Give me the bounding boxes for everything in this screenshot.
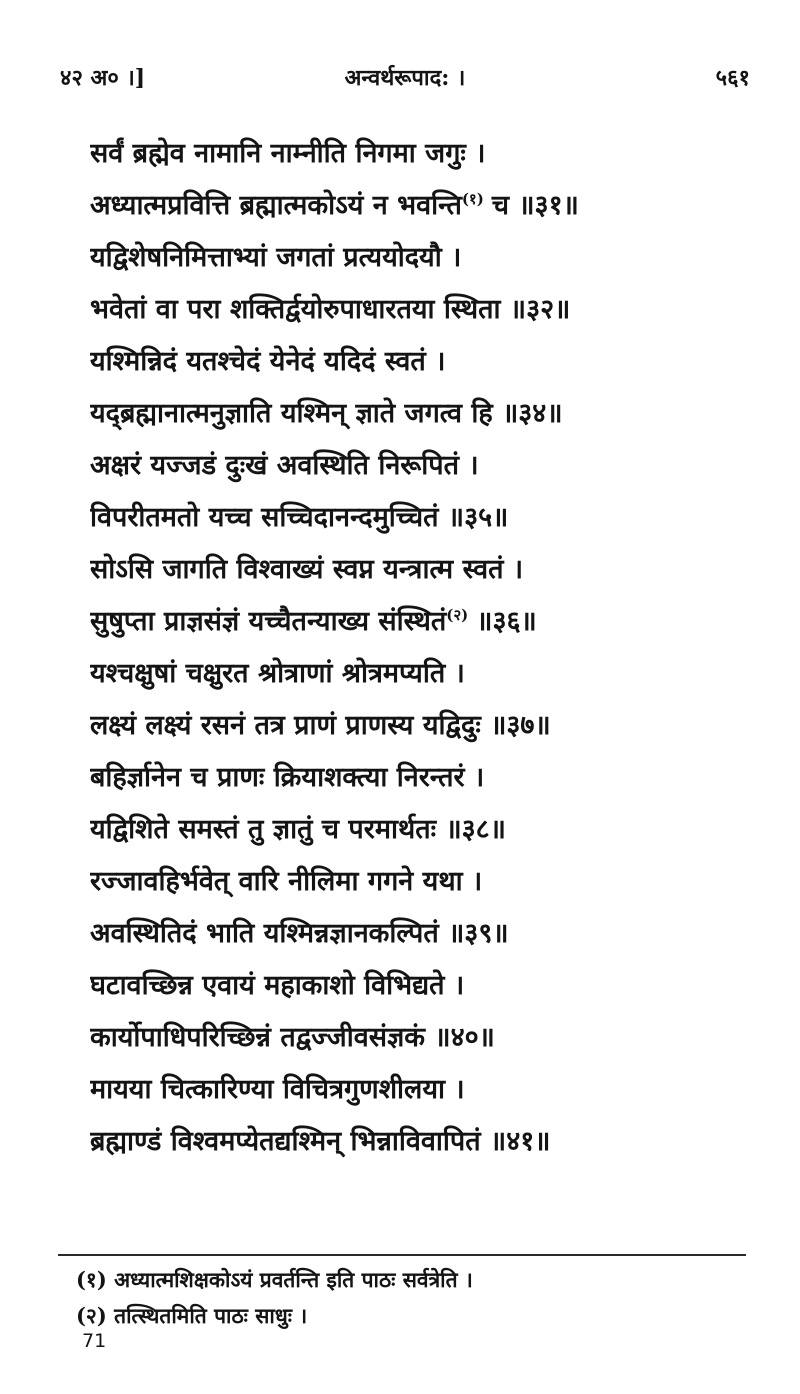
verse-line: यद्विशेषनिमित्ताभ्यां जगतां प्रत्ययोदयौ ।	[90, 242, 462, 273]
page-number: 71	[82, 1330, 107, 1352]
verse-block	[90, 128, 720, 1168]
verse-line: ब्रह्माण्डं विश्वमप्येतद्यश्मिन् भिन्नाविवापितं ॥४१॥	[90, 1126, 551, 1157]
footnote: (१) अध्यात्मशिक्षकोऽयं प्रवर्तन्ति इति पाठः सर्वत्रेति ।	[76, 1267, 473, 1292]
verse-line: मायया चित्कारिण्या विचित्रगुणशीलया ।	[90, 1074, 465, 1105]
verse-line: सोऽसि जागति विश्वाख्यं स्वप्न यन्त्रात्म स्वतं ।	[90, 554, 524, 585]
footnote-marker: (२)	[446, 606, 469, 624]
verse-line: सर्वं ब्रह्मेव नामानि नाम्नीति निगमा जगुः ।	[90, 138, 486, 169]
verse-line: यद्विशिते समस्तं तु ज्ञातुं च परमार्थतः ॥३८॥	[90, 814, 506, 845]
verse-line: रज्जावहिर्भवेत् वारि नीलिमा गगने यथा ।	[90, 866, 483, 897]
header-page-number: ५६१	[715, 65, 750, 91]
verse-line: अध्यात्मप्रवित्ति ब्रह्मात्मकोऽयं न भवन्ति$^{(१)}$ च ॥३१॥	[90, 190, 579, 221]
header-title: अन्वर्थरूपाद: ।	[344, 65, 466, 91]
verse-line: अवस्थितिदं भाति यश्मिन्नज्ञानकल्पितं ॥३९॥	[90, 918, 509, 949]
verse-line: यश्चक्षुषां चक्षुरत श्रोत्राणां श्रोत्रमप्यति ।	[90, 658, 465, 689]
footnote-divider	[58, 1254, 746, 1256]
chapter-marker: ४२ अ० ।]	[60, 65, 146, 91]
footnotes	[76, 1262, 736, 1334]
footnote: (२) तत्स्थितमिति पाठः साधुः ।	[76, 1303, 308, 1328]
verse-line: भवेतां वा परा शक्तिर्द्वयोरुपाधारतया स्थिता ॥३२॥	[90, 294, 571, 325]
verse-line: विपरीतमतो यच्च सच्चिदानन्दमुच्चितं ॥३५॥	[90, 502, 509, 533]
verse-line: सुषुप्ता प्राज्ञसंज्ञं यच्चैतन्याख्य संस्थितं$^{(२)}$ ॥३६॥	[90, 606, 537, 637]
verse-line: यश्मिन्निदं यतश्चेदं येनेदं यदिदं स्वतं ।	[90, 346, 446, 377]
verse-line: कार्योपाधिपरिच्छिन्नं तद्वज्जीवसंज्ञकं ॥४०॥	[90, 1022, 495, 1053]
verse-line: यद्ब्रह्मानात्मनुज्ञाति यश्मिन् ज्ञाते जगत्व हि ॥३४॥	[90, 398, 563, 429]
running-header	[60, 62, 750, 102]
footnote-marker: (१)	[461, 190, 484, 208]
verse-line: घटावच्छिन्न एवायं महाकाशो विभिद्यते ।	[90, 970, 465, 1001]
verse-line: बहिर्ज्ञानेन च प्राणः क्रियाशक्त्या निरन्तरं ।	[90, 762, 485, 793]
verse-line: अक्षरं यज्जडं दुःखं अवस्थिति निरूपितं ।	[90, 450, 479, 481]
verse-line: लक्ष्यं लक्ष्यं रसनं तत्र प्राणं प्राणस्य यद्विदुः ॥३७॥	[90, 710, 551, 741]
